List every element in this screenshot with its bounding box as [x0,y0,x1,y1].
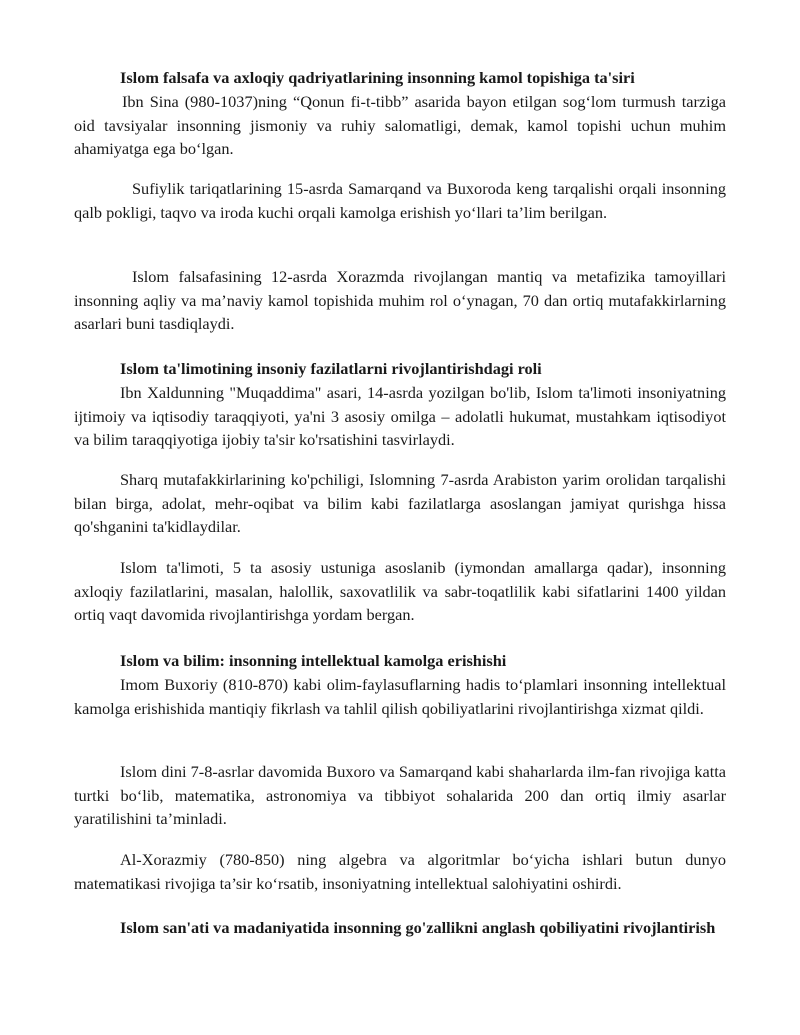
section-4-heading: Islom san'ati va madaniyatida insonning go'zallikni anglash qobiliyatini rivojlantirish [120,918,716,937]
section-2-paragraph-3: Islom ta'limoti, 5 ta asosiy ustuniga asoslanib (iymondan amallarga qadar), insonning axloqiy fazilatlarini, masalan, halollik, saxovatlilik va sabr-toqatlilik kabi sifatlarini 1400 yildan ortiq vaqt davomida rivojlantirishga yordam bergan. [74,558,726,625]
section-1-paragraph-2: Sufiylik tariqatlarining 15-asrda Samarqand va Buxoroda keng tarqalishi orqali insonning qalb pokligi, taqvo va iroda kuchi orqali kamolga erishish yo‘llari ta’lim berilgan. [74,179,726,222]
section-2-paragraph-1: Ibn Xaldunning "Muqaddima" asari, 14-asrda yozilgan bo'lib, Islom ta'limoti insoniyatning ijtimoiy va iqtisodiy taraqqiyoti, ya'ni 3 asosiy omilga – adolatli hukumat, mustahkam iqtisodiyot va bilim taraqqiyotiga ijobiy ta'sir ko'rsatishini tasvirlaydi. [74,383,726,450]
section-1-heading: Islom falsafa va axloqiy qadriyatlarining insonning kamol topishiga ta'siri [120,68,635,87]
section-2-paragraph-2: Sharq mutafakkirlarining ko'pchiligi, Islomning 7-asrda Arabiston yarim orolidan tarqalishi bilan birga, adolat, mehr-oqibat va bilim kabi fazilatlarga asoslangan jamiyat qurishga hissa qo'shganini ta'kidlaydilar. [74,470,726,537]
section-3-heading: Islom va bilim: insonning intellektual kamolga erishishi [120,651,507,670]
section-2-heading: Islom ta'limotining insoniy fazilatlarni rivojlantirishdagi roli [120,359,542,378]
section-3-paragraph-2: Islom dini 7-8-asrlar davomida Buxoro va Samarqand kabi shaharlarda ilm-fan rivojiga katta turtki bo‘lib, matematika, astronomiya va tibbiyot sohalarida 200 dan ortiq ilmiy asarlar yaratilishini ta’minladi. [74,762,726,829]
section-3-paragraph-3: Al-Xorazmiy (780-850) ning algebra va algoritmlar bo‘yicha ishlari butun dunyo matematikasi rivojiga ta’sir ko‘rsatib, insoniyatning intellektual salohiyatini oshirdi. [74,850,726,893]
section-3-paragraph-1: Imom Buxoriy (810-870) kabi olim-faylasuflarning hadis to‘plamlari insonning intellektual kamolga erishishida mantiqiy fikrlash va tahlil qilish qobiliyatlarini rivojlantirishga xizmat qildi. [74,675,726,718]
section-1-paragraph-1: Ibn Sina (980-1037)ning “Qonun fi-t-tibb” asarida bayon etilgan sog‘lom turmush tarziga oid tavsiyalar insonning jismoniy va ruhiy salomatligi, demak, kamol topishi uchun muhim ahamiyatga ega bo‘lgan. [74,92,726,159]
section-1-paragraph-3: Islom falsafasining 12-asrda Xorazmda rivojlangan mantiq va metafizika tamoyillari insonning aqliy va ma’naviy kamol topishida muhim rol o‘ynagan, 70 dan ortiq mutafakkirlarning asarlari buni tasdiqlaydi. [74,267,726,334]
